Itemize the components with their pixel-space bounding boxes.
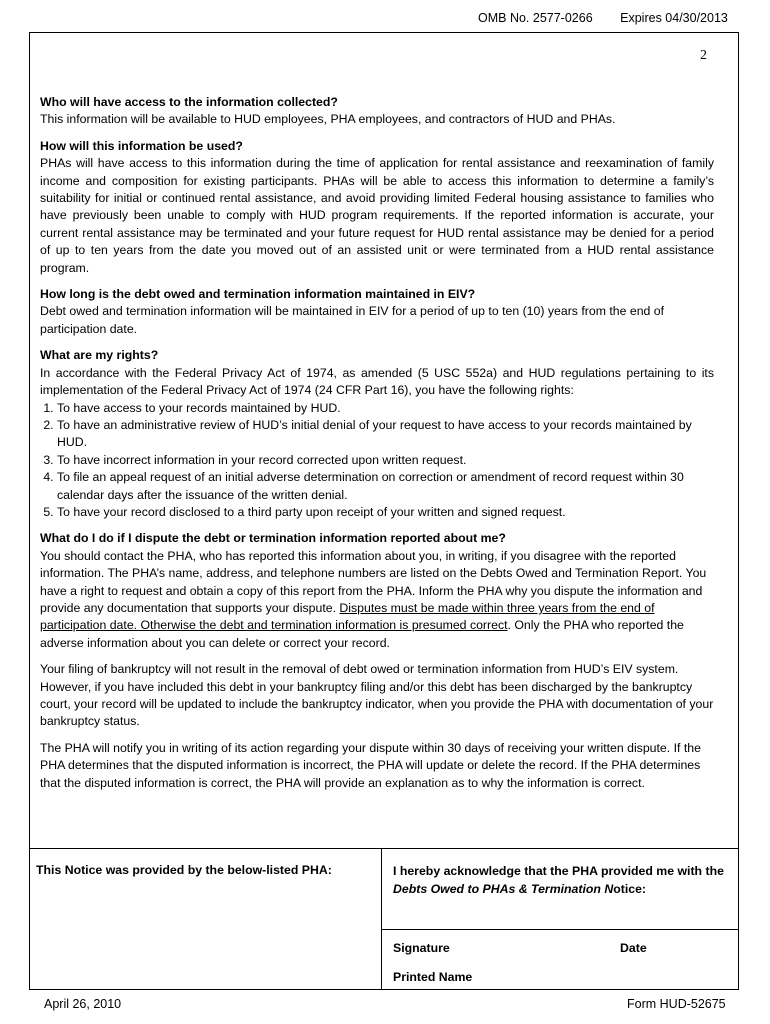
rights-list: [40, 400, 714, 522]
list-item: 2. To have an administrative review of HUD’s initial denial of your request to have access to your records maintained by HUD.: [57, 417, 714, 452]
rights-heading: What are my rights?: [40, 348, 159, 363]
page-number: 2: [700, 48, 707, 63]
date-label: Date: [620, 941, 647, 955]
document-body: [40, 94, 714, 801]
box-divider: [381, 849, 382, 990]
usage-body: PHAs will have access to this information during the time of application for rental assistance and reexamination of family income and composition for existing participants. PHAs will be able to access this information to determine a family’s suitability for initial or continued rental assistance, and avoid providing limited Federal housing assistance to families who have previously been unable to comply with HUD program requirements. If the reported information is accurate, your current rental assistance may be terminated and your future request for HUD rental assistance may be denied for a period of up to ten years from the date you moved out of an assisted unit or were terminated from a HUD rental assistance program.: [40, 156, 714, 275]
dispute-deadline-underlined: Disputes must be made within three years from the end of participation date. Otherwise the debt and termination information is presumed correct: [40, 600, 655, 633]
section-rights: [40, 347, 714, 521]
ack-title: Debts Owed to PHAs & Termination N: [393, 881, 614, 896]
signature-label: Signature: [393, 941, 450, 955]
list-item: 4. To file an appeal request of an initial adverse determination on correction or amendment of record request within 30 calendar days after the issuance of the written denial.: [57, 469, 714, 504]
dispute-body: [40, 548, 714, 652]
pha-notice-label: This Notice was provided by the below-listed PHA:: [36, 863, 332, 877]
list-item: 3. To have incorrect information in your record corrected upon written request.: [57, 452, 714, 469]
list-item: 1. To have access to your records maintained by HUD.: [57, 400, 714, 417]
notification-paragraph: The PHA will notify you in writing of its action regarding your dispute within 30 days of receiving your written dispute. If the PHA determines that the disputed information is incorrect, the PHA will update or delete the record. If the PHA determines that the disputed information is correct, the PHA will provide an explanation as to why the information is correct.: [40, 740, 701, 790]
usage-heading: How will this information be used?: [40, 138, 243, 153]
ack-suffix: otice:: [613, 881, 647, 896]
retention-heading: How long is the debt owed and termination information maintained in EIV?: [40, 287, 476, 302]
section-usage: [40, 138, 714, 277]
dispute-heading: What do I do if I dispute the debt or termination information reported about me?: [40, 531, 506, 546]
bankruptcy-paragraph: Your filing of bankruptcy will not result in the removal of debt owed or termination information from HUD’s EIV system. However, if you have included this debt in your bankruptcy filing and/or this debt has been discharged by the bankruptcy court, your record will be updated to include the bankruptcy indicator, when you provide the PHA with documentation of your bankruptcy status.: [40, 662, 714, 729]
footer-date: April 26, 2010: [44, 997, 122, 1011]
section-retention: [40, 286, 714, 338]
printed-name-label: Printed Name: [393, 970, 473, 984]
signature-line: [381, 929, 738, 930]
retention-body: Debt owed and termination information will be maintained in EIV for a period of up to ten (10) years from the end of participation date.: [40, 304, 665, 336]
ack-prefix: I hereby acknowledge that the PHA provided me with the: [393, 864, 724, 878]
omb-number: OMB No. 2577-0266: [478, 11, 593, 25]
access-heading: Who will have access to the information collected?: [40, 95, 338, 109]
acknowledgement-text: [393, 863, 733, 898]
access-body: This information will be available to HUD employees, PHA employees, and contractors of HUD and PHAs.: [40, 112, 616, 127]
section-access: [40, 94, 714, 129]
rights-intro: In accordance with the Federal Privacy Act of 1974, as amended (5 USC 552a) and HUD regulations pertaining to its implementation of the Federal Privacy Act of 1974 (24 CFR Part 16), you have the following rights:: [40, 365, 714, 398]
form-number: Form HUD-52675: [627, 997, 726, 1011]
list-item: 5. To have your record disclosed to a third party upon receipt of your written and signed request.: [57, 504, 714, 521]
dispute-body-start: You should contact the PHA, who has reported this information about you, in writing, if you disagree with the reported information. The PHA’s name, address, and telephone numbers are listed on the Debts Owed and Termination Report. You have a right to request and obtain a copy of this report from the PHA. Inform the PHA why you dispute the information and provide any documentation that supports your dispute.: [40, 548, 707, 615]
expiration-date: Expires 04/30/2013: [620, 11, 728, 25]
acknowledgement-box: [29, 848, 739, 990]
dispute-body-end: . Only the PHA who reported the adverse information about you can delete or correct your record.: [40, 618, 684, 650]
omb-header: [478, 10, 728, 27]
section-dispute: [40, 530, 714, 792]
